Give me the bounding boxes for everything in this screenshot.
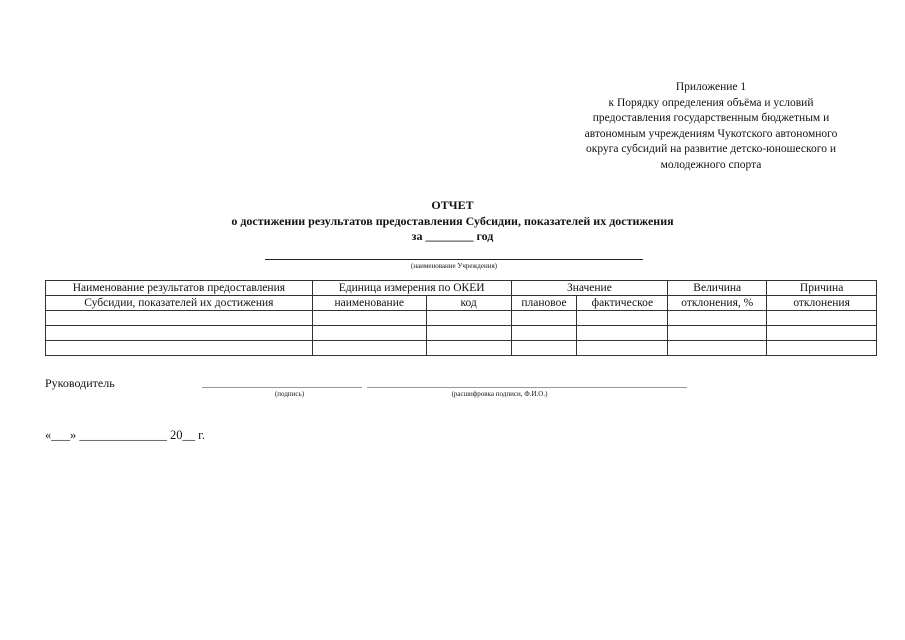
header-result-name-cont: Субсидии, показателей их достижения (46, 296, 313, 311)
header-result-name: Наименование результатов предоставления (46, 281, 313, 296)
header-deviation-cont: отклонения, % (668, 296, 767, 311)
appendix-line: автономным учреждениям Чукотского автономного (584, 127, 838, 140)
table-cell[interactable] (46, 311, 313, 326)
table-cell[interactable] (46, 341, 313, 356)
header-value-fact: фактическое (577, 296, 668, 311)
institution-caption: (наименование Учреждения) (410, 262, 497, 270)
title-line-report: ОТЧЕТ (431, 198, 474, 212)
table-cell[interactable] (767, 326, 877, 341)
header-value: Значение (511, 281, 668, 296)
header-reason: Причина (767, 281, 877, 296)
table-cell[interactable] (426, 311, 511, 326)
table-cell[interactable] (767, 311, 877, 326)
signature-caption: (подпись) (274, 390, 305, 398)
leader-label: Руководитель (45, 376, 115, 390)
title-line-subject: о достижении результатов предоставления Субсидии, показателей их достижения (231, 213, 674, 228)
table-row (46, 311, 877, 326)
appendix-note (555, 80, 867, 174)
table-cell[interactable] (668, 341, 767, 356)
report-title (0, 198, 905, 245)
table-cell[interactable] (767, 341, 877, 356)
signature-line[interactable] (202, 387, 362, 388)
table-cell[interactable] (312, 311, 426, 326)
table-cell[interactable] (668, 311, 767, 326)
table-cell[interactable] (577, 326, 668, 341)
signature-decoding-line[interactable] (367, 387, 687, 388)
table-cell[interactable] (511, 326, 577, 341)
table-cell[interactable] (46, 326, 313, 341)
table-cell[interactable] (426, 326, 511, 341)
report-table (45, 280, 877, 356)
table-row (46, 341, 877, 356)
table-row (46, 326, 877, 341)
table-cell[interactable] (668, 326, 767, 341)
date-line: «___» ______________ 20__ г. (45, 428, 205, 442)
table-cell[interactable] (312, 341, 426, 356)
table-cell[interactable] (426, 341, 511, 356)
appendix-line: округа субсидий на развитие детско-юношеского и (586, 143, 836, 156)
appendix-line: Приложение 1 (675, 81, 747, 93)
header-unit-name: наименование (312, 296, 426, 311)
table-header-row (46, 281, 877, 296)
table-cell[interactable] (511, 341, 577, 356)
appendix-line: молодежного спорта (660, 158, 762, 171)
header-value-plan: плановое (511, 296, 577, 311)
table-cell[interactable] (511, 311, 577, 326)
appendix-line: к Порядку определения объёма и условий (608, 96, 814, 109)
table-cell[interactable] (577, 311, 668, 326)
table-cell[interactable] (312, 326, 426, 341)
header-unit: Единица измерения по ОКЕИ (312, 281, 511, 296)
title-line-year: за ________ год (411, 229, 494, 243)
table-subheader-row (46, 296, 877, 311)
table-cell[interactable] (577, 341, 668, 356)
header-reason-cont: отклонения (767, 296, 877, 311)
signature-decoding-caption: (расшифровка подписи, Ф.И.О.) (451, 390, 548, 398)
header-deviation: Величина (668, 281, 767, 296)
header-unit-code: код (426, 296, 511, 311)
appendix-line: предоставления государственным бюджетным и (592, 112, 830, 125)
institution-name-line[interactable] (265, 259, 643, 260)
